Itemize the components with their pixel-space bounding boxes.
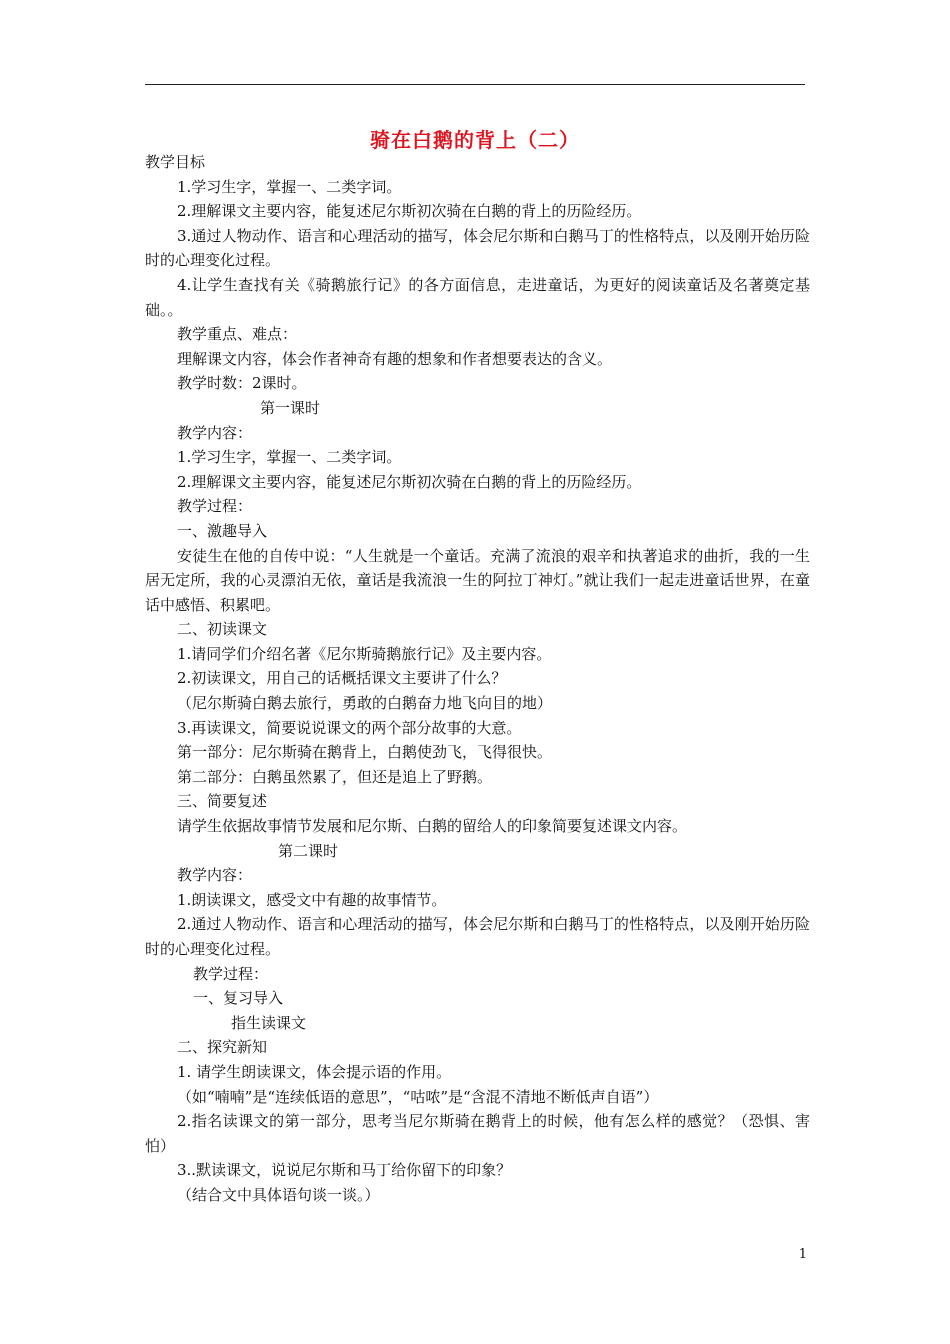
body-line: 第二课时 [278, 841, 339, 860]
document-body [145, 150, 810, 1208]
body-line: 2.通过人物动作、语言和心理活动的描写，体会尼尔斯和白鹅马丁的性格特点，以及刚开始历险时的心理变化过程。 [145, 915, 810, 958]
body-line: 1.学习生字，掌握一、二类字词。 [177, 448, 402, 467]
body-line: 2.指名读课文的第一部分，思考当尼尔斯骑在鹅背上的时候，他有怎么样的感觉？（恐惧、害怕） [145, 1112, 810, 1155]
body-line: 安徒生在他的自传中说：“人生就是一个童话。充满了流浪的艰辛和执著追求的曲折，我的一生居无定所，我的心灵漂泊无依，童话是我流浪一生的阿拉丁神灯。”就让我们一起走进童话世界，在童话中感悟、积累吧。 [145, 546, 810, 614]
body-line: 理解课文内容，体会作者神奇有趣的想象和作者想要表达的含义。 [177, 349, 613, 368]
body-line: 教学过程： [193, 964, 269, 983]
body-line: 1.学习生字，掌握一、二类字词。 [177, 177, 402, 196]
body-line: 1.朗读课文，感受文中有趣的故事情节。 [177, 890, 447, 909]
body-line: 4.让学生查找有关《骑鹅旅行记》的各方面信息，走进童话，为更好的阅读童话及名著奠定基础。。 [145, 275, 810, 319]
body-line: 第一课时 [260, 398, 321, 417]
header-rule [145, 84, 805, 85]
body-line: 教学过程： [177, 497, 253, 516]
body-line: 教学内容： [177, 866, 253, 885]
body-line: 教学时数：2课时。 [177, 374, 307, 393]
body-line: 指生读课文 [231, 1013, 307, 1032]
body-line: 2.初读课文，用自己的话概括课文主要讲了什么？ [177, 669, 507, 688]
document-title: 骑在白鹅的背上（二） [370, 128, 580, 152]
body-line: 教学重点、难点： [177, 325, 298, 344]
body-line: 3.通过人物动作、语言和心理活动的描写，体会尼尔斯和白鹅马丁的性格特点，以及刚开始历险时的心理变化过程。 [145, 226, 810, 270]
body-line: 一、复习导入 [193, 989, 284, 1008]
body-line: 1. 请学生朗读课文，体会提示语的作用。 [177, 1062, 452, 1081]
body-line: 第一部分：尼尔斯骑在鹅背上，白鹅使劲飞，飞得很快。 [177, 743, 553, 762]
body-line: 1.请同学们介绍名著《尼尔斯骑鹅旅行记》及主要内容。 [177, 644, 552, 663]
body-line: 请学生依据故事情节发展和尼尔斯、白鹅的留给人的印象简要复述课文内容。 [177, 817, 688, 836]
body-line: 教学内容： [177, 423, 253, 442]
page-number: 1 [798, 1247, 807, 1262]
body-line: 3.再读课文，简要说说课文的两个部分故事的大意。 [177, 718, 522, 737]
body-line: 一、激趣导入 [177, 521, 268, 540]
body-line: 第二部分：白鹅虽然累了，但还是追上了野鹅。 [177, 767, 493, 786]
body-line: 二、初读课文 [177, 620, 268, 639]
body-line: 二、探究新知 [177, 1038, 268, 1057]
body-line: （尼尔斯骑白鹅去旅行，勇敢的白鹅奋力地飞向目的地） [177, 694, 553, 713]
body-line: （结合文中具体语句谈一谈。） [177, 1185, 380, 1204]
body-line: 教学目标 [145, 153, 206, 171]
body-line: 三、简要复述 [177, 792, 268, 811]
body-line: （如“喃喃”是“连续低语的意思”，“咕哝”是“含混不清地不断低声自语”） [177, 1087, 659, 1106]
body-line: 2.理解课文主要内容，能复述尼尔斯初次骑在白鹅的背上的历险经历。 [177, 202, 642, 221]
body-line: 3..默读课文，说说尼尔斯和马丁给你留下的印象？ [177, 1161, 512, 1180]
body-line: 2.理解课文主要内容，能复述尼尔斯初次骑在白鹅的背上的历险经历。 [177, 472, 642, 491]
